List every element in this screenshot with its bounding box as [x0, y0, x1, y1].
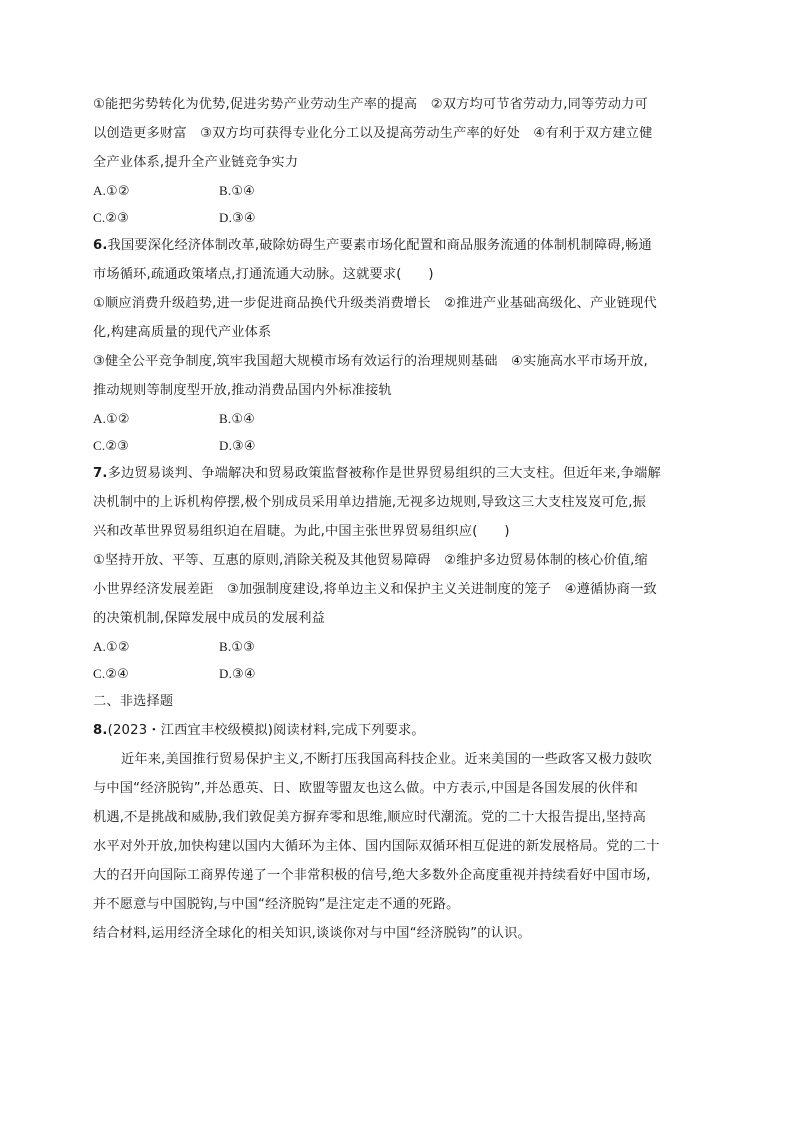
- section-title: 二、非选择题: [93, 694, 174, 709]
- q6-options-row: [93, 432, 703, 459]
- q6-options-row: [93, 405, 703, 432]
- q8-material-line: 近年来,美国推行贸易保护主义,不断打压我国高科技企业。近来美国的一些政客又极力鼓吹: [121, 752, 652, 767]
- q6-stem-line: 6.我国要深化经济体制改革,破除妨碍生产要素市场化配置和商品服务流通的体制机制障碍,畅通: [93, 238, 652, 253]
- q7-stem-line: 7.多边贸易谈判、争端解决和贸易政策监督被称作是世界贸易组织的三大支柱。但近年来,争端解: [93, 466, 661, 481]
- q7-statement-line: ①坚持开放、平等、互惠的原则,消除关税及其他贸易障碍 ②维护多边贸易体制的核心价值,缩: [93, 553, 648, 568]
- q8-material-line: 机遇,不是挑战和威胁,我们敦促美方摒弃零和思维,顺应时代潮流。党的二十大报告提出,坚持高: [93, 810, 647, 825]
- q7-option-a: A.①②: [93, 639, 130, 655]
- q6-statement-line: 化,构建高质量的现代产业体系: [93, 325, 272, 340]
- q6-option-d: D.③④: [219, 438, 256, 454]
- q5-option-d: D.③④: [219, 210, 256, 226]
- q6-number: 6.: [93, 238, 108, 253]
- q5-statement-line: 以创造更多财富 ③双方均可获得专业化分工以及提高劳动生产率的好处 ④有利于双方建立健: [93, 126, 653, 141]
- question-8: [93, 716, 703, 948]
- q6-option-a: A.①②: [93, 411, 130, 427]
- q8-material-line: 并不愿意与中国脱钩,与中国“经济脱钩”是注定走不通的死路。: [93, 897, 460, 912]
- q7-options-row: [93, 633, 703, 660]
- q7-stem-line: 决机制中的上诉机构停摆,极个别成员采用单边措施,无视多边规则,导致这三大支柱岌岌可危,振: [93, 495, 647, 510]
- question-6: [93, 231, 703, 459]
- q6-option-c: C.②③: [93, 438, 130, 454]
- q5-options-row: [93, 177, 703, 204]
- q8-material-line: 大的召开向国际工商界传递了一个非常积极的信号,绝大多数外企高度重视并持续看好中国市场,: [93, 868, 651, 883]
- q7-number: 7.: [93, 466, 108, 481]
- q7-stem-line: 兴和改革世界贸易组织迫在眉睫。为此,中国主张世界贸易组织应( ): [93, 524, 510, 539]
- q8-material-line: 与中国“经济脱钩”,并怂恿英、日、欧盟等盟友也这么做。中方表示,中国是各国发展的伙伴和: [93, 781, 638, 796]
- q5-statement-line: ①能把劣势转化为优势,促进劣势产业劳动生产率的提高 ②双方均可节省劳动力,同等劳动力可: [93, 97, 648, 112]
- q7-option-d: D.③④: [219, 666, 256, 682]
- q7-statement-line: 小世界经济发展差距 ③加强制度建设,将单边主义和保护主义关进制度的笼子 ④遵循协商一致: [93, 582, 657, 597]
- q5-options-row: [93, 204, 703, 231]
- q8-material-line: 水平对外开放,加快构建以国内大循环为主体、国内国际双循环相互促进的新发展格局。党的二十: [93, 839, 660, 854]
- q8-source-line: 8.(2023・江西宜丰校级模拟)阅读材料,完成下列要求。: [93, 723, 425, 738]
- q6-option-b: B.①④: [219, 411, 256, 427]
- q8-question-line: 结合材料,运用经济全球化的相关知识,谈谈你对与中国“经济脱钩”的认识。: [93, 926, 531, 941]
- q6-statement-line: 推动规则等制度型开放,推动消费品国内外标准接轨: [93, 383, 392, 398]
- q7-option-c: C.②④: [93, 666, 130, 682]
- q6-statement-line: ③健全公平竞争制度,筑牢我国超大规模市场有效运行的治理规则基础 ④实施高水平市场开放,: [93, 354, 648, 369]
- question-5: [93, 90, 703, 231]
- q7-statement-line: 的决策机制,保障发展中成员的发展利益: [93, 611, 325, 626]
- q5-statement-line: 全产业体系,提升全产业链竞争实力: [93, 155, 299, 170]
- q5-option-b: B.①④: [219, 183, 256, 199]
- q6-statement-line: ①顺应消费升级趋势,进一步促进商品换代升级类消费增长 ②推进产业基础高级化、产业链现代: [93, 296, 657, 311]
- q5-option-a: A.①②: [93, 183, 130, 199]
- q8-number: 8.: [93, 723, 108, 738]
- q7-options-row: [93, 660, 703, 687]
- q7-option-b: B.①③: [219, 639, 256, 655]
- q5-option-c: C.②③: [93, 210, 130, 226]
- document-content: [93, 90, 703, 948]
- question-7: [93, 459, 703, 687]
- q6-stem-line: 市场循环,疏通政策堵点,打通流通大动脉。这就要求( ): [93, 267, 434, 282]
